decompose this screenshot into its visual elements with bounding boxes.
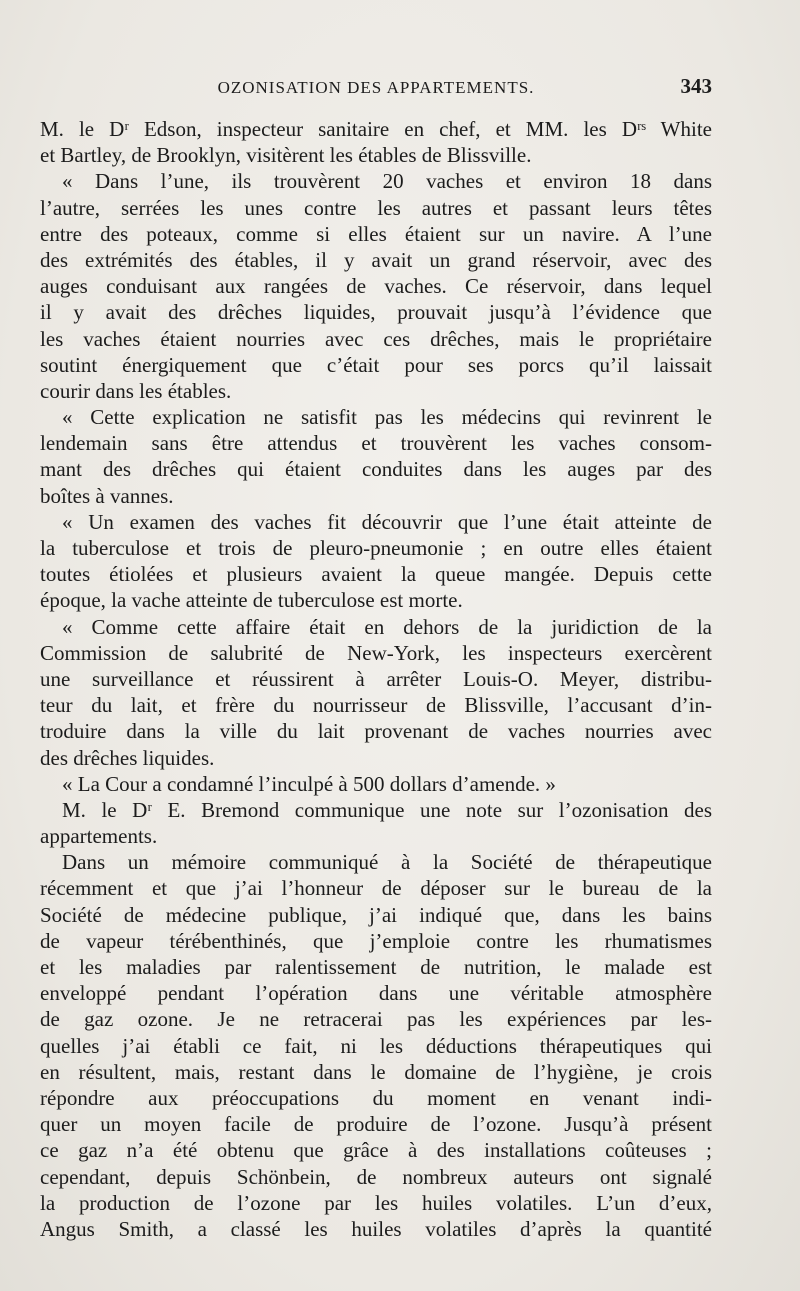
text-line: Commission de salubrité de New-York, les inspecteurs exercèrent (40, 640, 712, 665)
text-line: des drêches liquides. (40, 745, 215, 770)
text-line: l’autre, serrées les unes contre les autres et passant leurs têtes (40, 195, 712, 220)
text-line: courir dans les étables. (40, 378, 232, 403)
text-line: répondre aux préoccupations du moment en venant indi- (40, 1085, 712, 1110)
text-line: quer un moyen facile de produire de l’ozone. Jusqu’à présent (40, 1112, 712, 1137)
text-line: enveloppé pendant l’opération dans une véritable atmosphère (40, 981, 712, 1006)
text-line: la tuberculose et trois de pleuro-pneumonie ; en outre elles étaient (40, 536, 712, 560)
text-line: « Dans l’une, ils trouvèrent 20 vaches et environ 18 dans (62, 169, 712, 194)
text-line: les vaches étaient nourries avec ces drêches, mais le propriétaire (40, 326, 712, 351)
text-line: boîtes à vannes. (40, 483, 174, 508)
text-line: de vapeur térébenthinés, que j’emploie contre les rhumatismes (40, 928, 712, 953)
text-line: et les maladies par ralentissement de nutrition, le malade est (40, 955, 712, 979)
text-line: Angus Smith, a classé les huiles volatiles d’après la quantité (40, 1216, 712, 1241)
text-line: « Comme cette affaire était en dehors de la juridiction de la (62, 614, 712, 639)
text-line: une surveillance et réussirent à arrêter Louis-O. Meyer, distribu- (40, 666, 712, 691)
text-line: en résultent, mais, restant dans le domaine de l’hygiène, je crois (40, 1059, 712, 1084)
text-line: teur du lait, et frère du nourrisseur de Blissville, l’accusant d’in- (40, 693, 712, 718)
text-line: quelles j’ai établi ce fait, ni les déductions thérapeutiques qui (40, 1033, 712, 1058)
body-text (40, 116, 712, 1242)
text-line: de gaz ozone. Je ne retracerai pas les expériences par les- (40, 1007, 712, 1032)
text-line: M. le Dʳ E. Bremond communique une note sur l’ozonisation des (62, 797, 712, 822)
text-line: Société de médecine publique, j’ai indiqué que, dans les bains (40, 902, 712, 927)
running-header (40, 74, 712, 106)
text-line: la production de l’ozone par les huiles volatiles. L’un d’eux, (40, 1190, 712, 1215)
text-line: M. le Dʳ Edson, inspecteur sanitaire en chef, et MM. les Dʳˢ White (40, 117, 712, 141)
text-line: soutint énergiquement que c’était pour ses porcs qu’il laissait (40, 352, 712, 377)
text-line: toutes étiolées et plusieurs avaient la queue mangée. Depuis cette (40, 562, 712, 587)
text-line: cependant, depuis Schönbein, de nombreux auteurs ont signalé (40, 1164, 712, 1189)
text-line: « Cette explication ne satisfit pas les médecins qui revinrent le (62, 405, 712, 430)
text-line: appartements. (40, 824, 158, 849)
text-line: « La Cour a condamné l’inculpé à 500 dollars d’amende. » (62, 771, 556, 796)
text-line: entre des poteaux, comme si elles étaient sur un navire. A l’une (40, 221, 712, 246)
text-line: lendemain sans être attendus et trouvèrent les vaches consom- (40, 431, 712, 456)
text-line: des extrémités des étables, il y avait un grand réservoir, avec des (40, 247, 712, 272)
page-number: 343 (680, 74, 712, 98)
text-line: troduire dans la ville du lait provenant de vaches nourries avec (40, 719, 712, 744)
text-line: auges conduisant aux rangées de vaches. Ce réservoir, dans lequel (40, 274, 712, 299)
text-line: « Un examen des vaches fit découvrir que l’une était atteinte de (62, 509, 712, 534)
chapter-title: OZONISATION DES APPARTEMENTS. (217, 78, 535, 97)
text-line: ce gaz n’a été obtenu que grâce à des installations coûteuses ; (40, 1138, 712, 1163)
text-line: et Bartley, de Brooklyn, visitèrent les étables de Blissville. (40, 143, 532, 168)
text-line: il y avait des drêches liquides, prouvait jusqu’à l’évidence que (40, 300, 712, 325)
text-line: Dans un mémoire communiqué à la Société de thérapeutique (62, 850, 712, 875)
text-line: mant des drêches qui étaient conduites dans les auges par des (40, 457, 712, 482)
text-line: récemment et que j’ai l’honneur de déposer sur le bureau de la (40, 876, 712, 901)
text-line: époque, la vache atteinte de tuberculose est morte. (40, 588, 463, 613)
